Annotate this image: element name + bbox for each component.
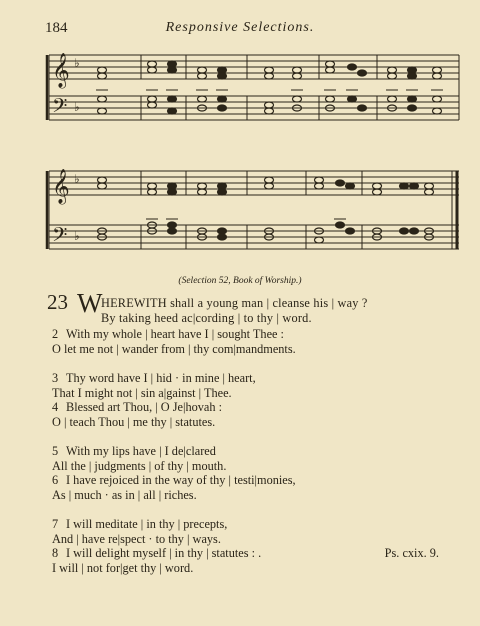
verse-7: [52, 517, 462, 547]
verse-line: With my whole | heart have I | sought Thee :: [66, 327, 284, 341]
verse-line: I will delight myself | in thy | statutes : .: [66, 546, 262, 560]
verse-1-line-1: HEREWITH shall a young man | cleanse his | way ?: [101, 296, 368, 310]
running-head: Responsive Selections.: [165, 20, 315, 35]
chant-score: [44, 50, 464, 266]
verse-4: [52, 400, 462, 430]
verse-line: I have rejoiced in the way of thy | testi|monies,: [66, 473, 296, 487]
verse-1-line-2: By taking heed ac|cording | to thy | word.: [101, 311, 312, 325]
verse-number: 2: [52, 327, 59, 341]
verse-line: As | much · as in | all | riches.: [52, 488, 197, 502]
bass-clef-icon: 𝄢: [52, 94, 68, 122]
verse-line: I will meditate | in thy | precepts,: [66, 517, 228, 531]
verse-number: 6: [52, 473, 59, 487]
flat-icon: ♭: [74, 56, 80, 70]
flat-icon: ♭: [74, 229, 80, 243]
verse-2: [52, 327, 462, 357]
staff-treble-2: [49, 171, 459, 195]
verse-line: With my lips have | I de|clared: [66, 444, 216, 458]
drop-cap: W: [77, 288, 103, 318]
treble-clef-icon: 𝄞: [52, 53, 70, 88]
verse-number: 7: [52, 517, 59, 531]
selection-number: 23: [47, 290, 68, 314]
verse-3: [52, 371, 462, 401]
treble-clef-icon: 𝄞: [52, 169, 70, 204]
flat-icon: ♭: [74, 172, 80, 186]
verse-number: 3: [52, 371, 59, 385]
verse-line: O let me not | wander from | thy com|mandments.: [52, 342, 296, 356]
verse-line: O | teach Thou | me thy | statutes.: [52, 415, 216, 429]
page-number: 184: [45, 20, 68, 36]
verse-line: That I might not | sin a|gainst | Thee.: [52, 386, 232, 400]
bass-clef-icon: 𝄢: [52, 223, 68, 251]
staff-bass-1: [49, 96, 459, 120]
verse-6: [52, 473, 462, 503]
scripture-reference: Ps. cxix. 9.: [384, 546, 439, 560]
verse-line: All the | judgments | of thy | mouth.: [52, 459, 227, 473]
source-note: (Selection 52, Book of Worship.): [178, 276, 302, 286]
staff-bass-2: [49, 225, 459, 249]
verse-line: I will | not for|get thy | word.: [52, 561, 194, 575]
verse-number: 8: [52, 546, 59, 560]
verse-line: Blessed art Thou, | O Je|hovah :: [66, 400, 222, 414]
verse-line: Thy word have I | hid · in mine | heart,: [66, 371, 256, 385]
verse-5: [52, 444, 462, 474]
verse-line: And | have re|spect · to thy | ways.: [52, 532, 221, 546]
flat-icon: ♭: [74, 100, 80, 114]
staff-treble-1: [49, 55, 459, 79]
verse-number: 5: [52, 444, 59, 458]
verse-number: 4: [52, 400, 59, 414]
